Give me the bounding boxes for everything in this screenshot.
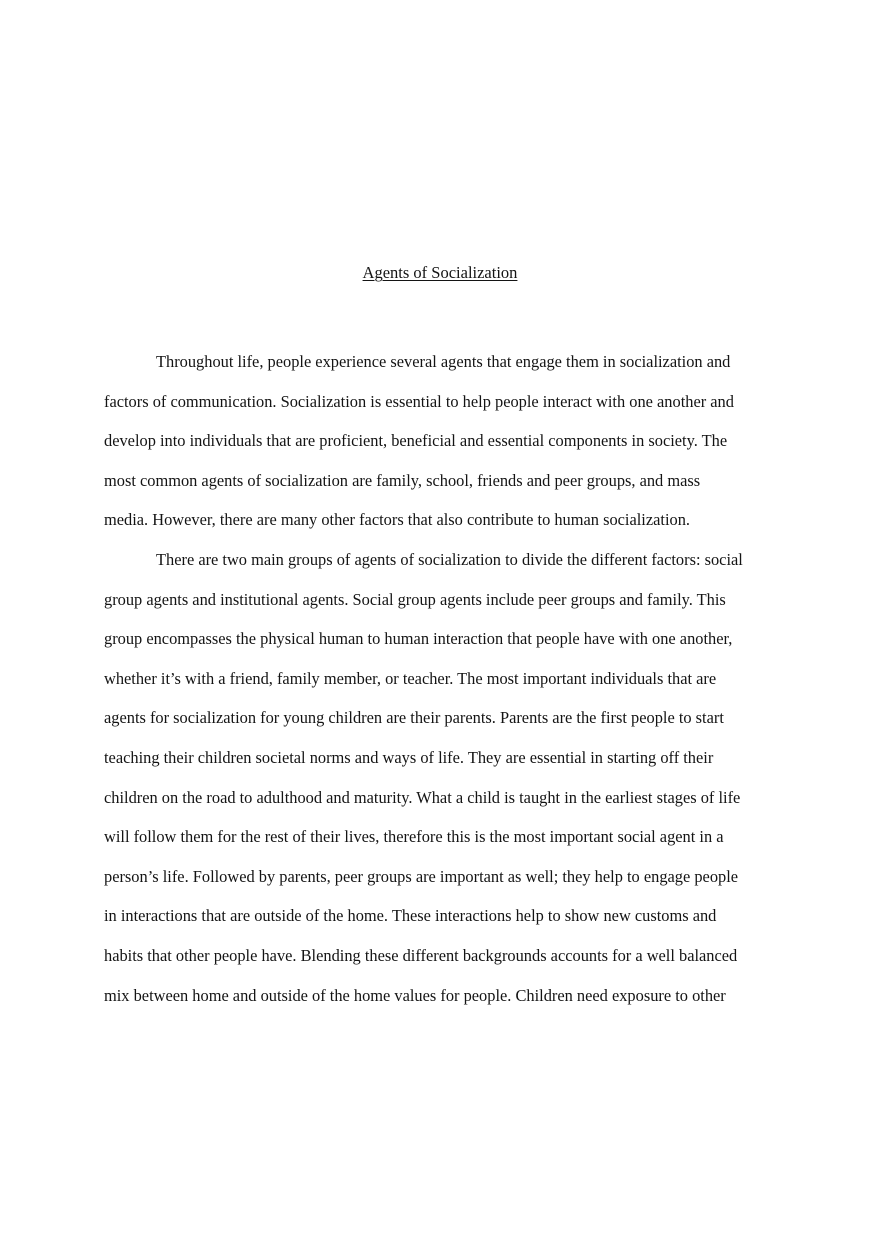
text-line: children on the road to adulthood and maturity. What a child is taught in the earliest stages of life: [104, 787, 741, 807]
text-line: teaching their children societal norms and ways of life. They are essential in starting off their: [104, 747, 714, 767]
text-line: most common agents of socialization are family, school, friends and peer groups, and mass: [104, 470, 701, 490]
text-line: agents for socialization for young children are their parents. Parents are the first people to start: [104, 708, 724, 728]
paragraph-1: [104, 342, 784, 540]
text-line: mix between home and outside of the home values for people. Children need exposure to other: [104, 985, 726, 1005]
text-line: group encompasses the physical human to human interaction that people have with one another,: [104, 629, 733, 649]
text-line: group agents and institutional agents. Social group agents include peer groups and family. This: [104, 589, 726, 609]
text-line: in interactions that are outside of the home. These interactions help to show new customs and: [104, 906, 717, 926]
text-line: media. However, there are many other factors that also contribute to human socialization.: [104, 510, 691, 530]
text-line: whether it’s with a friend, family member, or teacher. The most important individuals that are: [104, 668, 717, 688]
text-line: will follow them for the rest of their lives, therefore this is the most important social agent in a: [104, 827, 724, 847]
text-line: factors of communication. Socialization is essential to help people interact with one another and: [104, 391, 734, 411]
text-line: develop into individuals that are proficient, beneficial and essential components in society. The: [104, 431, 728, 451]
document-body: [104, 342, 784, 1015]
text-line: There are two main groups of agents of socialization to divide the different factors: social: [156, 549, 743, 569]
document-title: [0, 262, 880, 284]
text-line: habits that other people have. Blending these different backgrounds accounts for a well balanced: [104, 945, 738, 965]
text-line: person’s life. Followed by parents, peer groups are important as well; they help to engage people: [104, 866, 739, 886]
text-line: Throughout life, people experience several agents that engage them in socialization and: [156, 352, 731, 371]
paragraph-2: [104, 540, 784, 1015]
document-title-text: Agents of Socialization: [362, 263, 518, 282]
